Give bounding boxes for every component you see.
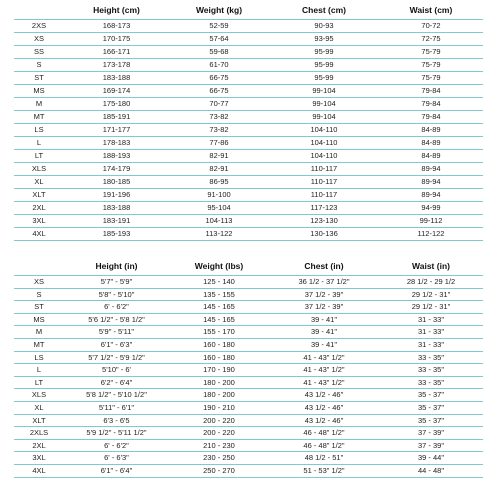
imperial-cell-chest: 37 1/2 - 39" xyxy=(304,289,344,299)
metric-cell-height: 183-188 xyxy=(102,203,131,212)
metric-cell-weight: 86-95 xyxy=(209,177,229,186)
imperial-cell-chest: 43 1/2 - 46" xyxy=(304,402,344,412)
metric-cell-waist: 112-122 xyxy=(417,229,445,238)
imperial-cell-chest: 43 1/2 - 46" xyxy=(304,390,344,400)
metric-cell-height: 183-191 xyxy=(102,216,131,225)
metric-cell-weight: 82-91 xyxy=(209,151,229,160)
metric-header-height: Height (cm) xyxy=(93,5,140,15)
imperial-cell-waist: 37 - 39" xyxy=(417,440,444,450)
imperial-cell-height: 6' - 6'3" xyxy=(104,453,129,463)
imperial-cell-waist: 33 - 35" xyxy=(417,377,444,387)
table-row xyxy=(14,202,483,215)
imperial-cell-weight: 145 - 165 xyxy=(203,314,235,324)
metric-cell-weight: 66-75 xyxy=(209,73,229,82)
metric-cell-waist: 89-94 xyxy=(421,177,441,186)
imperial-cell-waist: 35 - 37" xyxy=(417,390,444,400)
imperial-cell-size: XLS xyxy=(31,390,47,400)
imperial-cell-height: 6'3 - 6'5 xyxy=(103,415,130,425)
metric-cell-waist: 89-94 xyxy=(421,164,441,173)
table-row xyxy=(14,85,483,98)
metric-cell-weight: 73-82 xyxy=(209,112,229,121)
imperial-cell-size: S xyxy=(36,289,42,299)
table-row xyxy=(14,137,483,150)
imperial-cell-size: LS xyxy=(34,352,44,362)
imperial-header-row xyxy=(14,258,483,276)
imperial-cell-chest: 37 1/2 - 39" xyxy=(304,302,344,312)
metric-cell-waist: 70-72 xyxy=(421,21,441,30)
metric-cell-size: M xyxy=(35,99,43,108)
table-row xyxy=(14,215,483,228)
table-row xyxy=(14,313,483,326)
metric-cell-chest: 110-117 xyxy=(310,190,338,199)
imperial-cell-weight: 160 - 180 xyxy=(203,352,235,362)
imperial-cell-weight: 170 - 190 xyxy=(203,365,235,375)
metric-cell-waist: 94-99 xyxy=(421,203,441,212)
metric-cell-weight: 91-100 xyxy=(207,190,231,199)
imperial-cell-chest: 51 - 53" 1/2" xyxy=(303,465,345,475)
imperial-cell-height: 6'1" - 6'4" xyxy=(100,465,133,475)
metric-header-waist: Waist (cm) xyxy=(409,5,453,15)
imperial-cell-weight: 155 - 170 xyxy=(203,327,235,337)
imperial-cell-waist: 31 - 33" xyxy=(417,327,444,337)
table-row xyxy=(14,163,483,176)
metric-cell-waist: 99-112 xyxy=(419,216,443,225)
table-row xyxy=(14,464,483,477)
imperial-header-weight: Weight (lbs) xyxy=(194,261,244,271)
metric-cell-size: 2XS xyxy=(31,21,47,30)
imperial-cell-height: 5'7" - 5'9" xyxy=(100,277,133,286)
metric-cell-weight: 113-122 xyxy=(205,229,233,238)
table-row xyxy=(14,351,483,364)
imperial-cell-chest: 43 1/2 - 46" xyxy=(304,415,344,425)
metric-cell-height: 169-174 xyxy=(102,86,131,95)
metric-cell-size: S xyxy=(36,60,42,69)
imperial-cell-size: MS xyxy=(33,314,45,324)
imperial-cell-waist: 28 1/2 - 29 1/2 xyxy=(406,277,456,286)
table-row xyxy=(14,301,483,314)
imperial-cell-size: M xyxy=(35,327,43,337)
table-row xyxy=(14,228,483,241)
table-row xyxy=(14,288,483,301)
metric-cell-weight: 73-82 xyxy=(209,125,229,134)
imperial-cell-height: 5'11" - 6'1" xyxy=(98,402,135,412)
imperial-cell-waist: 33 - 35" xyxy=(417,352,444,362)
imperial-cell-height: 5'6 1/2" - 5'8 1/2" xyxy=(88,314,145,324)
table-row xyxy=(14,20,483,33)
metric-cell-weight: 52-59 xyxy=(209,21,229,30)
metric-cell-size: LS xyxy=(34,125,44,134)
table-row xyxy=(14,176,483,189)
metric-cell-waist: 75-79 xyxy=(421,47,441,56)
metric-cell-height: 185-191 xyxy=(102,112,131,121)
table-row xyxy=(14,46,483,59)
metric-cell-size: MT xyxy=(33,112,45,121)
imperial-cell-waist: 31 - 33" xyxy=(417,339,444,349)
metric-cell-chest: 99-104 xyxy=(312,112,336,121)
metric-cell-weight: 104-113 xyxy=(205,216,233,225)
table-row xyxy=(14,124,483,137)
table-row xyxy=(14,364,483,377)
imperial-cell-size: 4XL xyxy=(32,465,46,475)
imperial-body xyxy=(14,276,483,478)
table-row xyxy=(14,111,483,124)
metric-cell-weight: 59-68 xyxy=(209,47,229,56)
metric-cell-height: 183-188 xyxy=(102,73,131,82)
metric-cell-chest: 90-93 xyxy=(314,21,334,30)
imperial-cell-waist: 39 - 44" xyxy=(417,453,444,463)
metric-header-size xyxy=(14,2,64,20)
metric-cell-waist: 89-94 xyxy=(421,190,441,199)
metric-cell-size: 3XL xyxy=(32,216,46,225)
metric-cell-chest: 93-95 xyxy=(314,34,334,43)
table-row xyxy=(14,376,483,389)
imperial-header-chest: Chest (in) xyxy=(304,261,344,271)
metric-cell-waist: 84-89 xyxy=(421,151,441,160)
metric-cell-chest: 104-110 xyxy=(310,138,338,147)
imperial-cell-size: LT xyxy=(34,377,44,387)
imperial-header-waist: Waist (in) xyxy=(412,261,450,271)
imperial-cell-chest: 46 - 48" 1/2" xyxy=(303,440,345,450)
metric-cell-size: XLS xyxy=(31,164,47,173)
metric-cell-chest: 110-117 xyxy=(310,177,338,186)
metric-cell-chest: 95-99 xyxy=(314,47,334,56)
metric-cell-chest: 95-99 xyxy=(314,60,334,69)
metric-cell-chest: 110-117 xyxy=(310,164,338,173)
metric-cell-size: L xyxy=(36,138,42,147)
metric-cell-weight: 57-64 xyxy=(209,34,229,43)
metric-cell-size: XLT xyxy=(32,190,46,199)
metric-cell-chest: 104-110 xyxy=(310,125,338,134)
metric-cell-chest: 99-104 xyxy=(312,99,336,108)
table-row xyxy=(14,326,483,339)
imperial-cell-chest: 39 - 41" xyxy=(310,314,337,324)
imperial-cell-waist: 35 - 37" xyxy=(417,402,444,412)
imperial-cell-waist: 29 1/2 - 31" xyxy=(411,289,451,299)
imperial-cell-chest: 41 - 43" 1/2" xyxy=(303,352,345,362)
table-row xyxy=(14,414,483,427)
metric-cell-weight: 82-91 xyxy=(209,164,229,173)
metric-cell-size: XL xyxy=(34,177,44,186)
metric-cell-waist: 84-89 xyxy=(421,138,441,147)
metric-cell-height: 185-193 xyxy=(102,229,131,238)
imperial-cell-waist: 44 - 48" xyxy=(417,465,444,475)
imperial-cell-height: 5'7 1/2" - 5'9 1/2" xyxy=(88,352,145,362)
metric-cell-size: 2XL xyxy=(32,203,46,212)
imperial-cell-weight: 200 - 220 xyxy=(203,415,235,425)
table-row xyxy=(14,389,483,402)
imperial-cell-chest: 48 1/2 - 51" xyxy=(304,453,344,463)
table-row xyxy=(14,401,483,414)
imperial-cell-weight: 200 - 220 xyxy=(203,428,235,438)
metric-cell-size: MS xyxy=(33,86,45,95)
metric-cell-weight: 66-75 xyxy=(209,86,229,95)
imperial-cell-weight: 125 - 140 xyxy=(203,277,235,286)
imperial-cell-height: 5'8" - 5'10" xyxy=(98,289,135,299)
metric-cell-height: 168-173 xyxy=(102,21,131,30)
metric-cell-waist: 79-84 xyxy=(421,112,441,121)
metric-cell-height: 178-183 xyxy=(102,138,131,147)
metric-cell-size: 4XL xyxy=(32,229,46,238)
imperial-cell-height: 6'1" - 6'3" xyxy=(100,339,133,349)
imperial-cell-chest: 39 - 41" xyxy=(310,327,337,337)
metric-cell-size: SS xyxy=(33,47,44,56)
imperial-cell-size: XLT xyxy=(32,415,46,425)
imperial-cell-chest: 41 - 43" 1/2" xyxy=(303,377,345,387)
imperial-cell-size: 2XLS xyxy=(29,428,49,438)
metric-cell-height: 174-179 xyxy=(102,164,131,173)
metric-cell-height: 188-193 xyxy=(102,151,131,160)
metric-cell-waist: 72-75 xyxy=(421,34,441,43)
imperial-cell-weight: 230 - 250 xyxy=(203,453,235,463)
imperial-cell-height: 5'9 1/2" - 5'11 1/2" xyxy=(86,428,147,438)
imperial-cell-weight: 180 - 200 xyxy=(203,377,235,387)
metric-cell-weight: 77-86 xyxy=(209,138,229,147)
metric-cell-weight: 61-70 xyxy=(209,60,229,69)
metric-cell-size: LT xyxy=(34,151,44,160)
imperial-cell-chest: 46 - 48" 1/2" xyxy=(303,428,345,438)
metric-header-weight: Weight (kg) xyxy=(195,5,243,15)
imperial-cell-waist: 35 - 37" xyxy=(417,415,444,425)
metric-cell-waist: 75-79 xyxy=(421,73,441,82)
metric-cell-chest: 104-110 xyxy=(310,151,338,160)
imperial-cell-height: 5'9" - 5'11" xyxy=(98,327,135,337)
metric-cell-size: XS xyxy=(33,34,44,43)
metric-cell-height: 175-180 xyxy=(102,99,131,108)
metric-cell-height: 191-196 xyxy=(102,190,131,199)
table-row xyxy=(14,452,483,465)
imperial-cell-size: XL xyxy=(34,402,44,412)
metric-cell-chest: 117-123 xyxy=(310,203,338,212)
table-row xyxy=(14,33,483,46)
metric-body xyxy=(14,20,483,241)
imperial-cell-weight: 180 - 200 xyxy=(203,390,235,400)
metric-cell-size: ST xyxy=(34,73,44,82)
table-row xyxy=(14,98,483,111)
table-row xyxy=(14,338,483,351)
imperial-cell-waist: 33 - 35" xyxy=(417,365,444,375)
table-row xyxy=(14,439,483,452)
metric-cell-height: 173-178 xyxy=(102,60,131,69)
table-row xyxy=(14,59,483,72)
imperial-cell-height: 6' - 6'2" xyxy=(104,440,129,450)
imperial-cell-size: MT xyxy=(33,339,45,349)
metric-size-table xyxy=(14,2,483,241)
imperial-cell-waist: 31 - 33" xyxy=(417,314,444,324)
metric-cell-waist: 84-89 xyxy=(421,125,441,134)
imperial-cell-weight: 250 - 270 xyxy=(203,465,235,475)
imperial-cell-size: 3XL xyxy=(32,453,46,463)
metric-cell-chest: 123-130 xyxy=(310,216,338,225)
metric-cell-weight: 70-77 xyxy=(209,99,229,108)
imperial-cell-waist: 29 1/2 - 31" xyxy=(411,302,451,312)
metric-cell-waist: 79-84 xyxy=(421,86,441,95)
imperial-cell-weight: 135 - 155 xyxy=(203,289,235,299)
imperial-cell-weight: 190 - 210 xyxy=(203,402,235,412)
imperial-cell-waist: 37 - 39" xyxy=(417,428,444,438)
imperial-cell-weight: 210 - 230 xyxy=(203,440,235,450)
imperial-size-table xyxy=(14,258,483,478)
metric-cell-height: 180-185 xyxy=(102,177,131,186)
table-row xyxy=(14,276,483,289)
table-row xyxy=(14,150,483,163)
imperial-header-size xyxy=(14,258,64,276)
metric-cell-waist: 79-84 xyxy=(421,99,441,108)
table-row xyxy=(14,72,483,85)
imperial-cell-weight: 145 - 165 xyxy=(203,302,235,312)
imperial-cell-size: XS xyxy=(33,277,44,286)
imperial-cell-chest: 36 1/2 - 37 1/2" xyxy=(298,277,350,286)
metric-cell-chest: 130-136 xyxy=(310,229,338,238)
imperial-cell-chest: 39 - 41" xyxy=(310,339,337,349)
metric-cell-chest: 99-104 xyxy=(312,86,336,95)
imperial-cell-size: ST xyxy=(34,302,44,312)
imperial-cell-size: 2XL xyxy=(32,440,46,450)
imperial-cell-weight: 160 - 180 xyxy=(203,339,235,349)
metric-cell-weight: 95-104 xyxy=(207,203,231,212)
table-row xyxy=(14,427,483,440)
metric-cell-waist: 75-79 xyxy=(421,60,441,69)
metric-cell-height: 166-171 xyxy=(102,47,131,56)
imperial-cell-height: 5'10" - 6' xyxy=(102,365,131,375)
imperial-cell-size: L xyxy=(36,365,42,375)
imperial-header-height: Height (in) xyxy=(95,261,138,271)
metric-header-chest: Chest (cm) xyxy=(302,5,346,15)
imperial-cell-height: 5'8 1/2" - 5'10 1/2" xyxy=(86,390,147,400)
table-row xyxy=(14,189,483,202)
metric-cell-chest: 95-99 xyxy=(314,73,334,82)
metric-header-row xyxy=(14,2,483,20)
metric-cell-height: 171-177 xyxy=(102,125,131,134)
metric-cell-height: 170-175 xyxy=(102,34,131,43)
imperial-cell-height: 6'2" - 6'4" xyxy=(100,377,133,387)
imperial-cell-height: 6' - 6'2" xyxy=(104,302,129,312)
imperial-cell-chest: 41 - 43" 1/2" xyxy=(303,365,345,375)
